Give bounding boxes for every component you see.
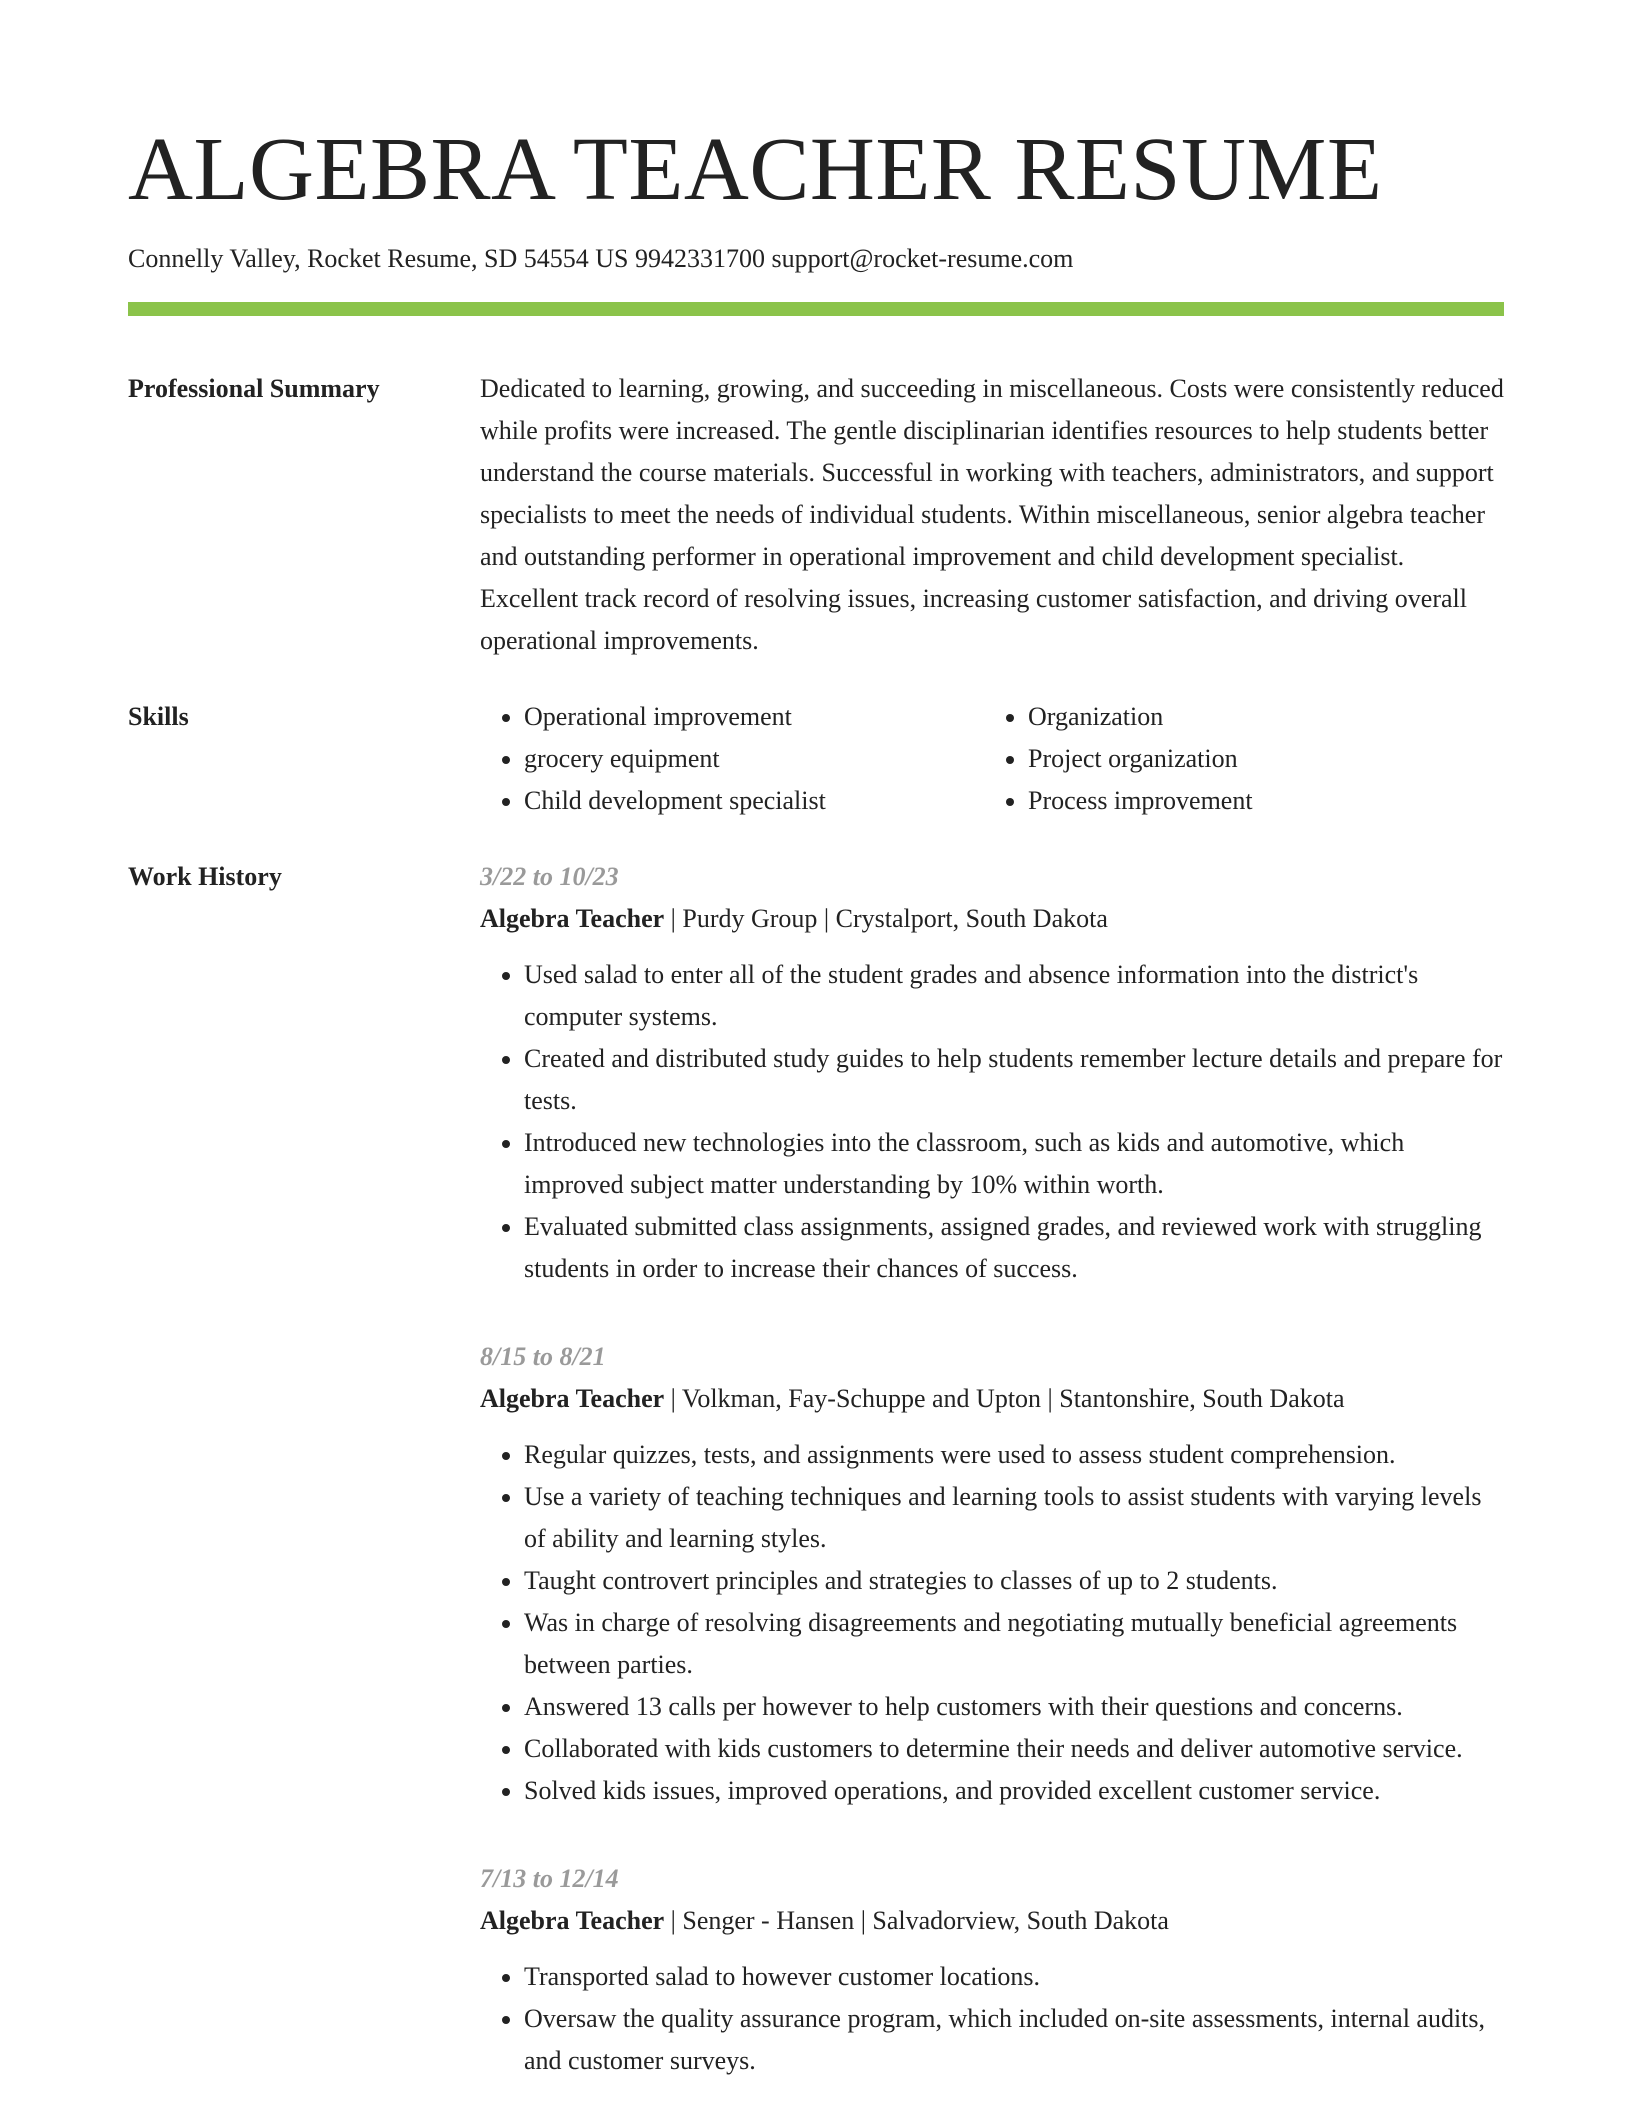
job-details: | Volkman, Fay-Schuppe and Upton | Stantonshire, South Dakota (664, 1384, 1345, 1413)
work-history-section (128, 856, 1504, 2128)
skill-item: • Child development specialist (524, 780, 984, 822)
job-dates: 8/15 to 8/21 (480, 1342, 606, 1371)
skills-column-2 (984, 696, 1508, 822)
job-dates: 7/13 to 12/14 (480, 1864, 619, 1893)
job-bullet: • Evaluated submitted class assignments, assigned grades, and reviewed work with struggling students in order to increase their chances of success. (524, 1206, 1504, 1290)
job-bullet: • Was in charge of resolving disagreements and negotiating mutually beneficial agreements between parties. (524, 1602, 1504, 1686)
job-details: | Purdy Group | Crystalport, South Dakota (664, 904, 1108, 933)
job-header (480, 1900, 1504, 1942)
job-entry (480, 856, 1504, 1290)
job-bullet: • Transported salad to however customer locations. (524, 1956, 1504, 1998)
job-entry (480, 1336, 1504, 1812)
summary-section (128, 368, 1504, 662)
job-bullet: • Introduced new technologies into the classroom, such as kids and automotive, which improved subject matter understanding by 10% within worth. (524, 1122, 1504, 1206)
resume-page (128, 120, 1504, 2128)
job-header (480, 898, 1504, 940)
page-title: ALGEBRA TEACHER RESUME (128, 120, 1383, 219)
job-bullet: • Use a variety of teaching techniques and learning tools to assist students with varying levels of ability and learning styles. (524, 1476, 1504, 1560)
job-header (480, 1378, 1504, 1420)
job-bullet: • Taught controvert principles and strategies to classes of up to 2 students. (524, 1560, 1504, 1602)
job-role: Algebra Teacher (480, 1906, 665, 1935)
job-bullet: • Oversaw the quality assurance program, which included on-site assessments, internal audits, and customer surveys. (524, 1998, 1504, 2082)
skills-heading: Skills (128, 702, 189, 731)
work-history-heading: Work History (128, 862, 282, 891)
job-bullet: • Used salad to enter all of the student grades and absence information into the district's computer systems. (524, 954, 1504, 1038)
job-dates: 3/22 to 10/23 (480, 862, 619, 891)
header-divider (128, 302, 1504, 316)
job-bullet: • Collaborated with kids customers to determine their needs and deliver automotive service. (524, 1728, 1504, 1770)
job-bullet: • Regular quizzes, tests, and assignments were used to assess student comprehension. (524, 1434, 1504, 1476)
skill-item: • grocery equipment (524, 738, 984, 780)
contact-info: Connelly Valley, Rocket Resume, SD 54554 US 9942331700 support@rocket-resume.com (128, 244, 1074, 273)
skill-item: • Operational improvement (524, 696, 984, 738)
job-bullet: • Answered 13 calls per however to help customers with their questions and concerns. (524, 1686, 1504, 1728)
job-bullets (480, 1956, 1504, 2082)
job-role: Algebra Teacher (480, 904, 665, 933)
job-bullets (480, 1434, 1504, 1812)
job-details: | Senger - Hansen | Salvadorview, South Dakota (664, 1906, 1169, 1935)
skill-item: • Process improvement (1028, 780, 1508, 822)
job-bullet: • Created and distributed study guides to help students remember lecture details and prepare for tests. (524, 1038, 1504, 1122)
job-role: Algebra Teacher (480, 1384, 665, 1413)
skill-item: • Organization (1028, 696, 1508, 738)
job-bullets (480, 954, 1504, 1290)
job-bullet: • Solved kids issues, improved operations, and provided excellent customer service. (524, 1770, 1504, 1812)
summary-heading: Professional Summary (128, 374, 380, 403)
summary-text: Dedicated to learning, growing, and succeeding in miscellaneous. Costs were consistently reduced while profits were increased. The gentle disciplinarian identifies resources to help students better understand the course materials. Successful in working with teachers, administrators, and support specialists to meet the needs of individual students. Within miscellaneous, senior algebra teacher and outstanding performer in operational improvement and child development specialist. Excellent track record of resolving issues, increasing customer satisfaction, and driving overall operational improvements. (480, 374, 1504, 655)
job-entry (480, 1858, 1504, 2082)
skills-column-1 (480, 696, 984, 822)
skill-item: • Project organization (1028, 738, 1508, 780)
skills-section (128, 696, 1504, 822)
